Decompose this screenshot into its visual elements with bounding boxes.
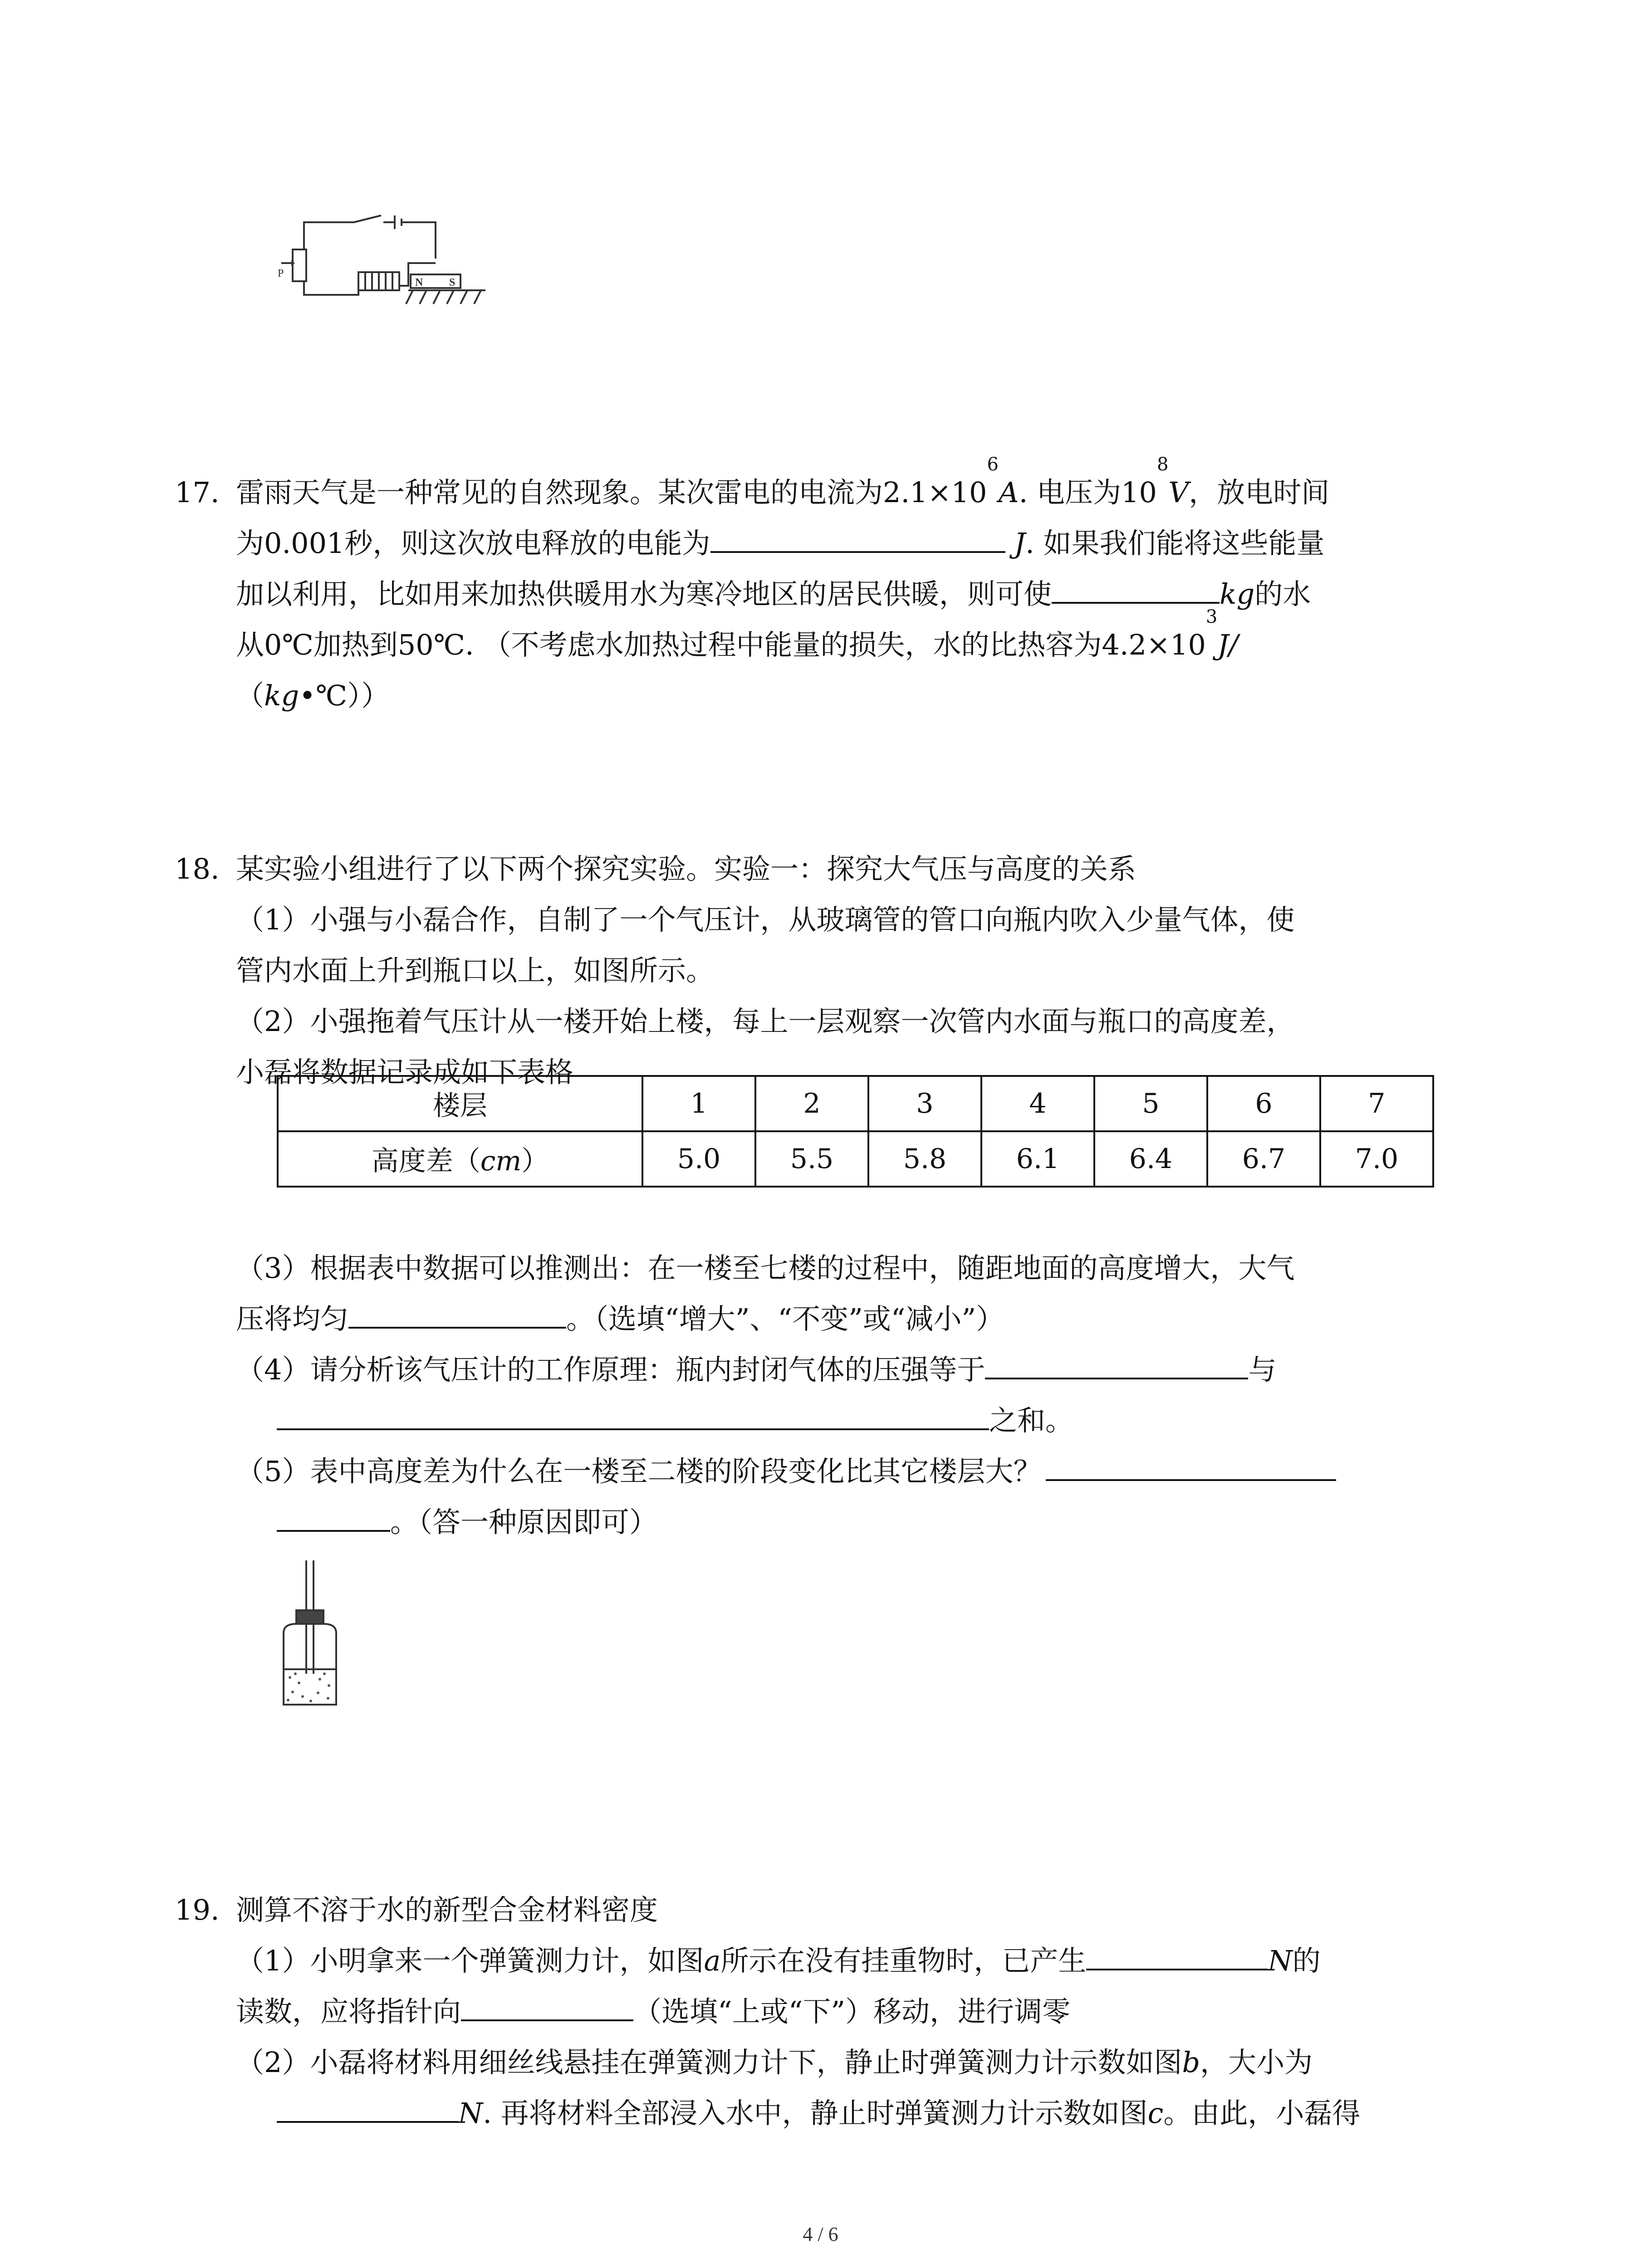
question-line: （2）小强拖着气压计从一楼开始上楼，每上一层观察一次管内水面与瓶口的高度差， <box>236 1005 1295 1038</box>
table-cell: 5 <box>1094 1076 1207 1131</box>
slider-p-label: P <box>278 268 284 279</box>
question-line: （1）小强与小磊合作，自制了一个气压计，从玻璃管的管口向瓶内吹入少量气体，使 <box>236 903 1295 936</box>
question-line: 某实验小组进行了以下两个探究实验。实验一：探究大气压与高度的关系 <box>236 852 1136 885</box>
table-cell: 7 <box>1320 1076 1433 1131</box>
question-line: （2）小磊将材料用细丝线悬挂在弹簧测力计下，静止时弹簧测力计示数如图b，大小为 <box>236 2046 1313 2079</box>
answer-blank[interactable] <box>461 1988 633 2021</box>
question-line: 。（答一种原因即可） <box>277 1497 1461 1548</box>
table-cell: 4 <box>981 1076 1094 1131</box>
question-line: 从0℃加热到50℃. （不考虑水加热过程中能量的损失，水的比热容为$4.2\times 10^3J/$ <box>236 606 1239 661</box>
table-cell: 5.5 <box>755 1131 868 1187</box>
answer-blank[interactable] <box>1052 570 1220 604</box>
table-header-cell: 高度差（cm） <box>278 1131 642 1187</box>
question-17 <box>175 454 1461 721</box>
question-line: 为0.001秒，则这次放电释放的电能为 J. 如果我们能将这些能量 <box>236 518 1461 569</box>
table-cell: 1 <box>642 1076 755 1131</box>
table-cell: 6.4 <box>1094 1131 1207 1187</box>
answer-blank[interactable] <box>1046 1447 1336 1481</box>
question-line: 之和。 <box>277 1395 1461 1446</box>
question-line: 雷雨天气是一种常见的自然现象。某次雷电的电流为$2.1\times 10^6A$. 电压为$10^8V$，放电时间 <box>236 454 1330 509</box>
question-line: 加以利用，比如用来加热供暖用水为寒冷地区的居民供暖，则可使 kg的水 <box>236 569 1461 620</box>
answer-blank[interactable] <box>1086 1937 1268 1970</box>
question-line: （4）请分析该气压计的工作原理：瓶内封闭气体的压强等于 与 <box>236 1344 1461 1395</box>
question-19 <box>175 1885 1461 2139</box>
question-line: （3）根据表中数据可以推测出：在一楼至七楼的过程中，随距地面的高度增大，大气 <box>236 1251 1295 1285</box>
electromagnet-circuit-figure <box>272 213 495 318</box>
question-18-continued <box>236 1243 1461 1548</box>
answer-blank[interactable] <box>277 1498 390 1532</box>
answer-blank[interactable] <box>710 519 1005 553</box>
table-cell: 6.1 <box>981 1131 1094 1187</box>
table-cell: 6.7 <box>1207 1131 1320 1187</box>
question-18 <box>175 844 1461 1098</box>
answer-blank[interactable] <box>985 1346 1248 1379</box>
question-line: 管内水面上升到瓶口以上，如图所示。 <box>236 954 715 987</box>
question-line: N. 再将材料全部浸入水中，静止时弹簧测力计示数如图c。由此，小磊得 <box>277 2088 1461 2139</box>
answer-blank[interactable] <box>277 1397 989 1430</box>
barometer-bottle-figure <box>274 1560 352 1715</box>
magnet-n-label: N <box>415 277 423 288</box>
table-cell: 6 <box>1207 1076 1320 1131</box>
question-line: 读数，应将指针向 （选填“上或“下”）移动，进行调零 <box>236 1986 1461 2037</box>
question-line: 小磊将数据记录成如下表格 <box>236 1056 574 1089</box>
table-row <box>278 1076 1433 1131</box>
question-line: 压将均匀 。（选填“增大”、“不变”或“减小”） <box>236 1294 1461 1344</box>
question-line: （kg•℃）） <box>236 679 390 712</box>
question-number: 18. <box>175 852 220 885</box>
table-header-cell: 楼层 <box>278 1076 642 1131</box>
page-number: 4 / 6 <box>803 2223 838 2245</box>
table-cell: 5.8 <box>868 1131 981 1187</box>
table-cell: 3 <box>868 1076 981 1131</box>
question-number: 19. <box>175 1893 220 1926</box>
question-line: 测算不溶于水的新型合金材料密度 <box>236 1893 658 1926</box>
table-cell: 2 <box>755 1076 868 1131</box>
answer-blank[interactable] <box>348 1295 566 1329</box>
height-difference-table <box>277 1075 1434 1188</box>
table-cell: 5.0 <box>642 1131 755 1187</box>
table-row <box>278 1131 1433 1187</box>
question-line: （1）小明拿来一个弹簧测力计，如图a所示在没有挂重物时，已产生 N的 <box>236 1936 1461 1986</box>
answer-blank[interactable] <box>277 2089 458 2123</box>
magnet-s-label: S <box>449 277 456 288</box>
table-cell: 7.0 <box>1320 1131 1433 1187</box>
question-line: （5）表中高度差为什么在一楼至二楼的阶段变化比其它楼层大？ <box>236 1446 1461 1497</box>
question-number: 17. <box>175 476 220 509</box>
